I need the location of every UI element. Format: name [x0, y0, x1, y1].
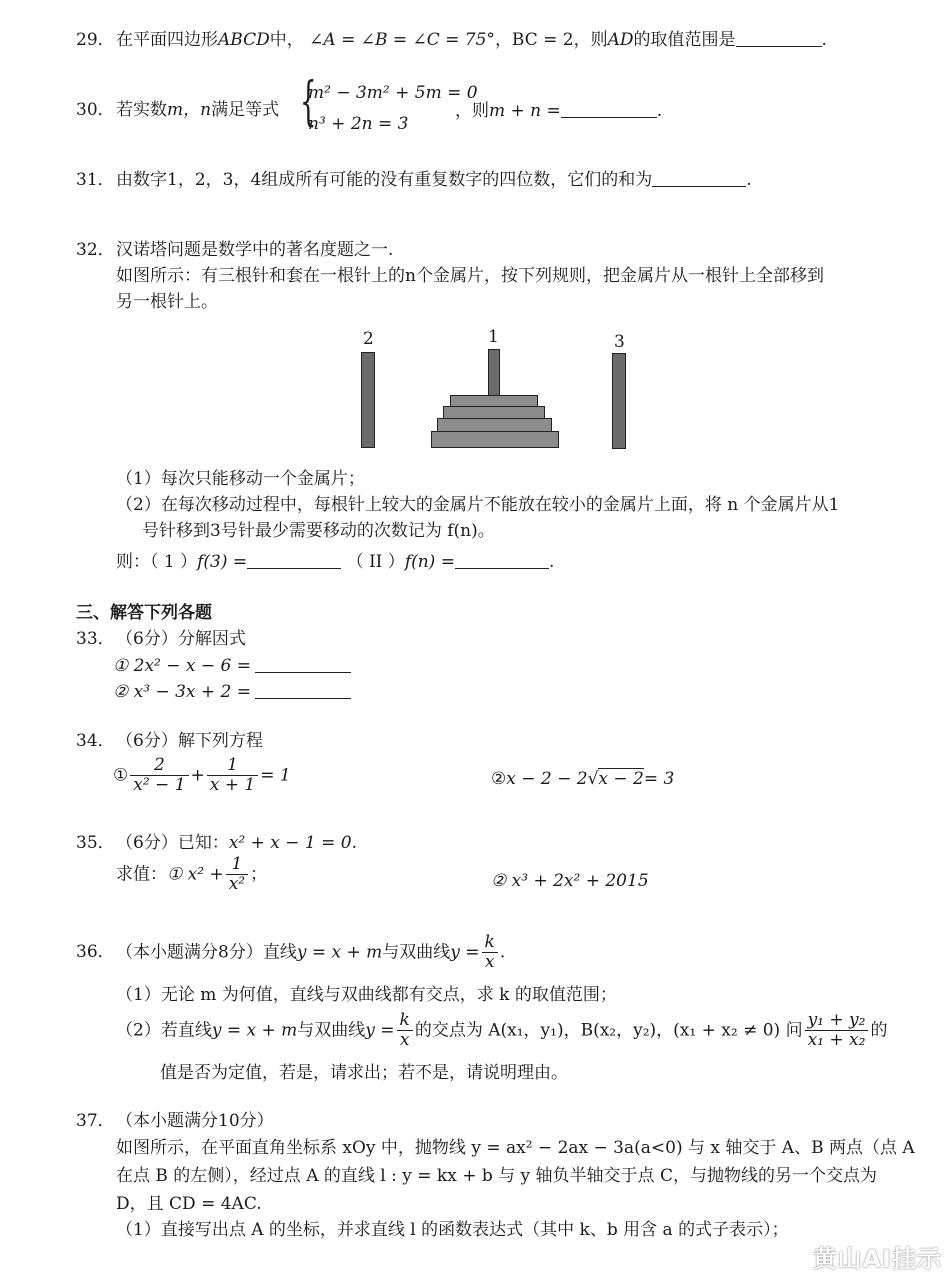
q36-number: 36． [76, 942, 115, 963]
q34-frac1-den: x² − 1 [133, 774, 186, 795]
peg-3 [612, 353, 626, 449]
q36-ratio-num: y₁ + y₂ [805, 1012, 869, 1031]
q32-rule1: （1）每次只能移动一个金属片； [116, 469, 365, 489]
q33-item1-expr: ① 2x² − x − 6 = [113, 656, 252, 676]
q35-number: 35． [76, 833, 115, 853]
q36-hyp-frac [482, 934, 498, 972]
disk-3 [437, 418, 552, 432]
q37-line1: 如图所示，在平面直角坐标系 xOy 中，抛物线 y = ax² − 2ax − 3a(a<0) 与 x 轴交于 A、B 两点（点 A [116, 1138, 915, 1158]
q29 [76, 30, 827, 51]
q36-title-pre: （本小题满分8分）直线 [116, 942, 297, 963]
q34-frac2-num: 1 [207, 757, 258, 776]
q33-title: （6分）分解因式 [116, 629, 246, 649]
q35-ask: 求值： [116, 864, 167, 885]
q36-x: x [484, 951, 495, 972]
q30-number: 30． [76, 100, 115, 120]
q33-number: 33． [76, 629, 115, 649]
q34-item1-rhs: = 1 [260, 765, 291, 786]
q33-item1-blank[interactable] [255, 656, 351, 673]
q34-item1-mark: ① [113, 765, 129, 786]
q34-title: （6分）解下列方程 [116, 731, 263, 751]
q33-item2-expr: ② x³ − 3x + 2 = [113, 682, 252, 702]
q35-item1 [116, 856, 267, 894]
q36 [76, 934, 505, 972]
q30-answer-blank[interactable] [561, 101, 657, 118]
q34-number: 34． [76, 731, 115, 751]
q34-frac1-num: 2 [130, 757, 188, 776]
q37-line4: （1）直接写出点 A 的坐标，并求直线 l 的函数表达式（其中 k、b 用含 a 的式子表示）； [116, 1220, 789, 1240]
q31-number: 31． [76, 170, 115, 190]
q32-ask [116, 552, 554, 573]
peg-1 [488, 349, 500, 397]
q29-text: 在平面四边形 [116, 30, 218, 50]
q32-intro: 汉诺塔问题是数学中的著名度题之一. [116, 240, 394, 260]
q34-item1 [113, 757, 291, 795]
q36-line: y = x + m [296, 942, 383, 963]
q30-pre: 若实数 [116, 100, 167, 120]
section-3-title: 三、解答下列各题 [76, 603, 212, 623]
q29-post: 的取值范围是 [633, 30, 736, 50]
q34 [76, 732, 263, 752]
q29-number: 29． [76, 30, 115, 50]
q29-quad: ABCD [218, 30, 270, 50]
q31-answer-blank[interactable] [652, 170, 746, 187]
q30-post: ，则 [455, 101, 489, 121]
q36-hyp-pre: y = [450, 942, 480, 963]
q32-rule2a: （2）在每次移动过程中，每根针上较大的金属片不能放在较小的金属片上面，将 n 个金属片从1 [116, 495, 840, 515]
q32-f3: f(3) = [197, 552, 248, 572]
q29-angles: ∠A = ∠B = ∠C = 75° [309, 30, 495, 50]
q32-ask-pre: 则：（ 1 ） [116, 552, 198, 572]
q36-title-end: . [499, 942, 506, 963]
q34-item2-mark: ② [491, 769, 507, 789]
q33-item1 [113, 656, 351, 677]
q30 [76, 101, 279, 121]
q36-p2-line: y = x + m [211, 1020, 298, 1041]
q32-rule2b: 号针移到3号针最少需要移动的次数记为 f(n)。 [142, 521, 495, 541]
q29-text-mid: 中， [269, 30, 304, 50]
q30-target: m + n = [489, 101, 561, 121]
q31-end: . [746, 170, 752, 190]
peg-label-1: 1 [488, 327, 499, 347]
q36-p2-k: k [397, 1012, 413, 1031]
peg-2 [361, 352, 375, 448]
q32-f3-blank[interactable] [247, 552, 341, 569]
q36-p2-hyp-pre: y = [365, 1020, 395, 1041]
q36-p2 [116, 1012, 887, 1050]
q36-p2-points: 的交点为 A(x₁，y₁)，B(x₂，y₂)，(x₁ + x₂ ≠ 0) 问 [414, 1020, 803, 1041]
q36-p2-pre: （2）若直线 [116, 1020, 212, 1041]
q29-ad: AD [607, 30, 634, 50]
q35-item2: ② x³ + 2x² + 2015 [491, 871, 649, 891]
q35 [76, 834, 357, 854]
q35-given: x² + x − 1 = 0. [228, 833, 358, 853]
q29-bc: ，BC = 2，则 [494, 30, 608, 50]
q35-item1-end: ； [250, 864, 268, 885]
q36-p2-end: 的 [870, 1020, 888, 1041]
q32-fn-blank[interactable] [455, 552, 549, 569]
q35-frac [226, 856, 248, 894]
q37 [76, 1112, 274, 1132]
q35-title: （6分）已知： [116, 833, 229, 853]
q32-number: 32． [76, 240, 115, 260]
q35-item1-pre: ① x² + [167, 864, 224, 885]
q30-end: . [656, 101, 663, 121]
q36-p2-hyp-frac [397, 1012, 413, 1050]
q36-p2-x: x [399, 1029, 410, 1050]
sqrt-icon: √ [587, 769, 599, 789]
q36-ratio-den: x₁ + x₂ [807, 1029, 866, 1050]
q30-eq2: n³ + 2n = 3 [308, 114, 409, 134]
q29-answer-blank[interactable] [736, 30, 822, 47]
q30-mid: 满足等式 [211, 100, 280, 120]
q30-eq1: m² − 3m² + 5m = 0 [308, 83, 478, 103]
peg-label-2: 2 [363, 329, 374, 349]
q33-item2 [113, 682, 351, 703]
q37-title: （本小题满分10分） [116, 1111, 274, 1131]
q32-ask-mid: （ II ） [346, 552, 405, 572]
q32-line2: 如图所示：有三根针和套在一根针上的n个金属片，按下列规则，把金属片从一根针上全部移到 [116, 266, 824, 286]
q34-frac2 [207, 757, 258, 795]
q36-ratio [805, 1012, 869, 1050]
q37-number: 37． [76, 1111, 115, 1131]
q30-vars: m，n [167, 100, 212, 120]
disk-4 [431, 431, 559, 448]
q34-frac1 [130, 757, 188, 795]
q36-k: k [482, 934, 498, 953]
q32-fn: f(n) = [404, 552, 455, 572]
q34-item2-radicand: x − 2 [598, 769, 644, 789]
peg-label-3: 3 [614, 332, 625, 352]
q29-end: . [821, 30, 827, 50]
q35-frac-num: 1 [226, 856, 248, 875]
q30-system-brace: { [300, 72, 317, 132]
q32-end: . [548, 552, 555, 572]
q35-frac-den: x² [228, 873, 246, 894]
q36-title-mid: 与双曲线 [382, 942, 451, 963]
q32-line1 [76, 241, 393, 261]
q34-frac2-den: x + 1 [209, 774, 256, 795]
q32-line3: 另一根针上。 [116, 292, 218, 312]
q33-item2-blank[interactable] [255, 682, 351, 699]
q34-item2-rhs: = 3 [643, 769, 675, 789]
q31 [76, 170, 752, 191]
q36-p2-mid: 与双曲线 [297, 1020, 366, 1041]
q37-line3: D，且 CD = 4AC. [116, 1194, 262, 1214]
q31-text: 由数字1，2，3，4组成所有可能的没有重复数字的四位数，它们的和为 [116, 170, 653, 190]
q30-tail [455, 101, 662, 122]
q36-p1: （1）无论 m 为何值，直线与双曲线都有交点，求 k 的取值范围； [116, 985, 617, 1005]
q34-plus: + [190, 765, 205, 786]
q34-item2-pre: x − 2 − 2 [506, 769, 588, 789]
q37-line2: 在点 B 的左侧），经过点 A 的直线 l : y = kx + b 与 y 轴负半轴交于点 C，与抛物线的另一个交点为 [116, 1166, 877, 1186]
q34-item2 [491, 770, 674, 790]
q33 [76, 630, 246, 650]
watermark: 黄山AI挂示 [812, 1245, 942, 1273]
q36-p2-line2: 值是否为定值，若是，请求出；若不是，请说明理由。 [160, 1063, 568, 1083]
